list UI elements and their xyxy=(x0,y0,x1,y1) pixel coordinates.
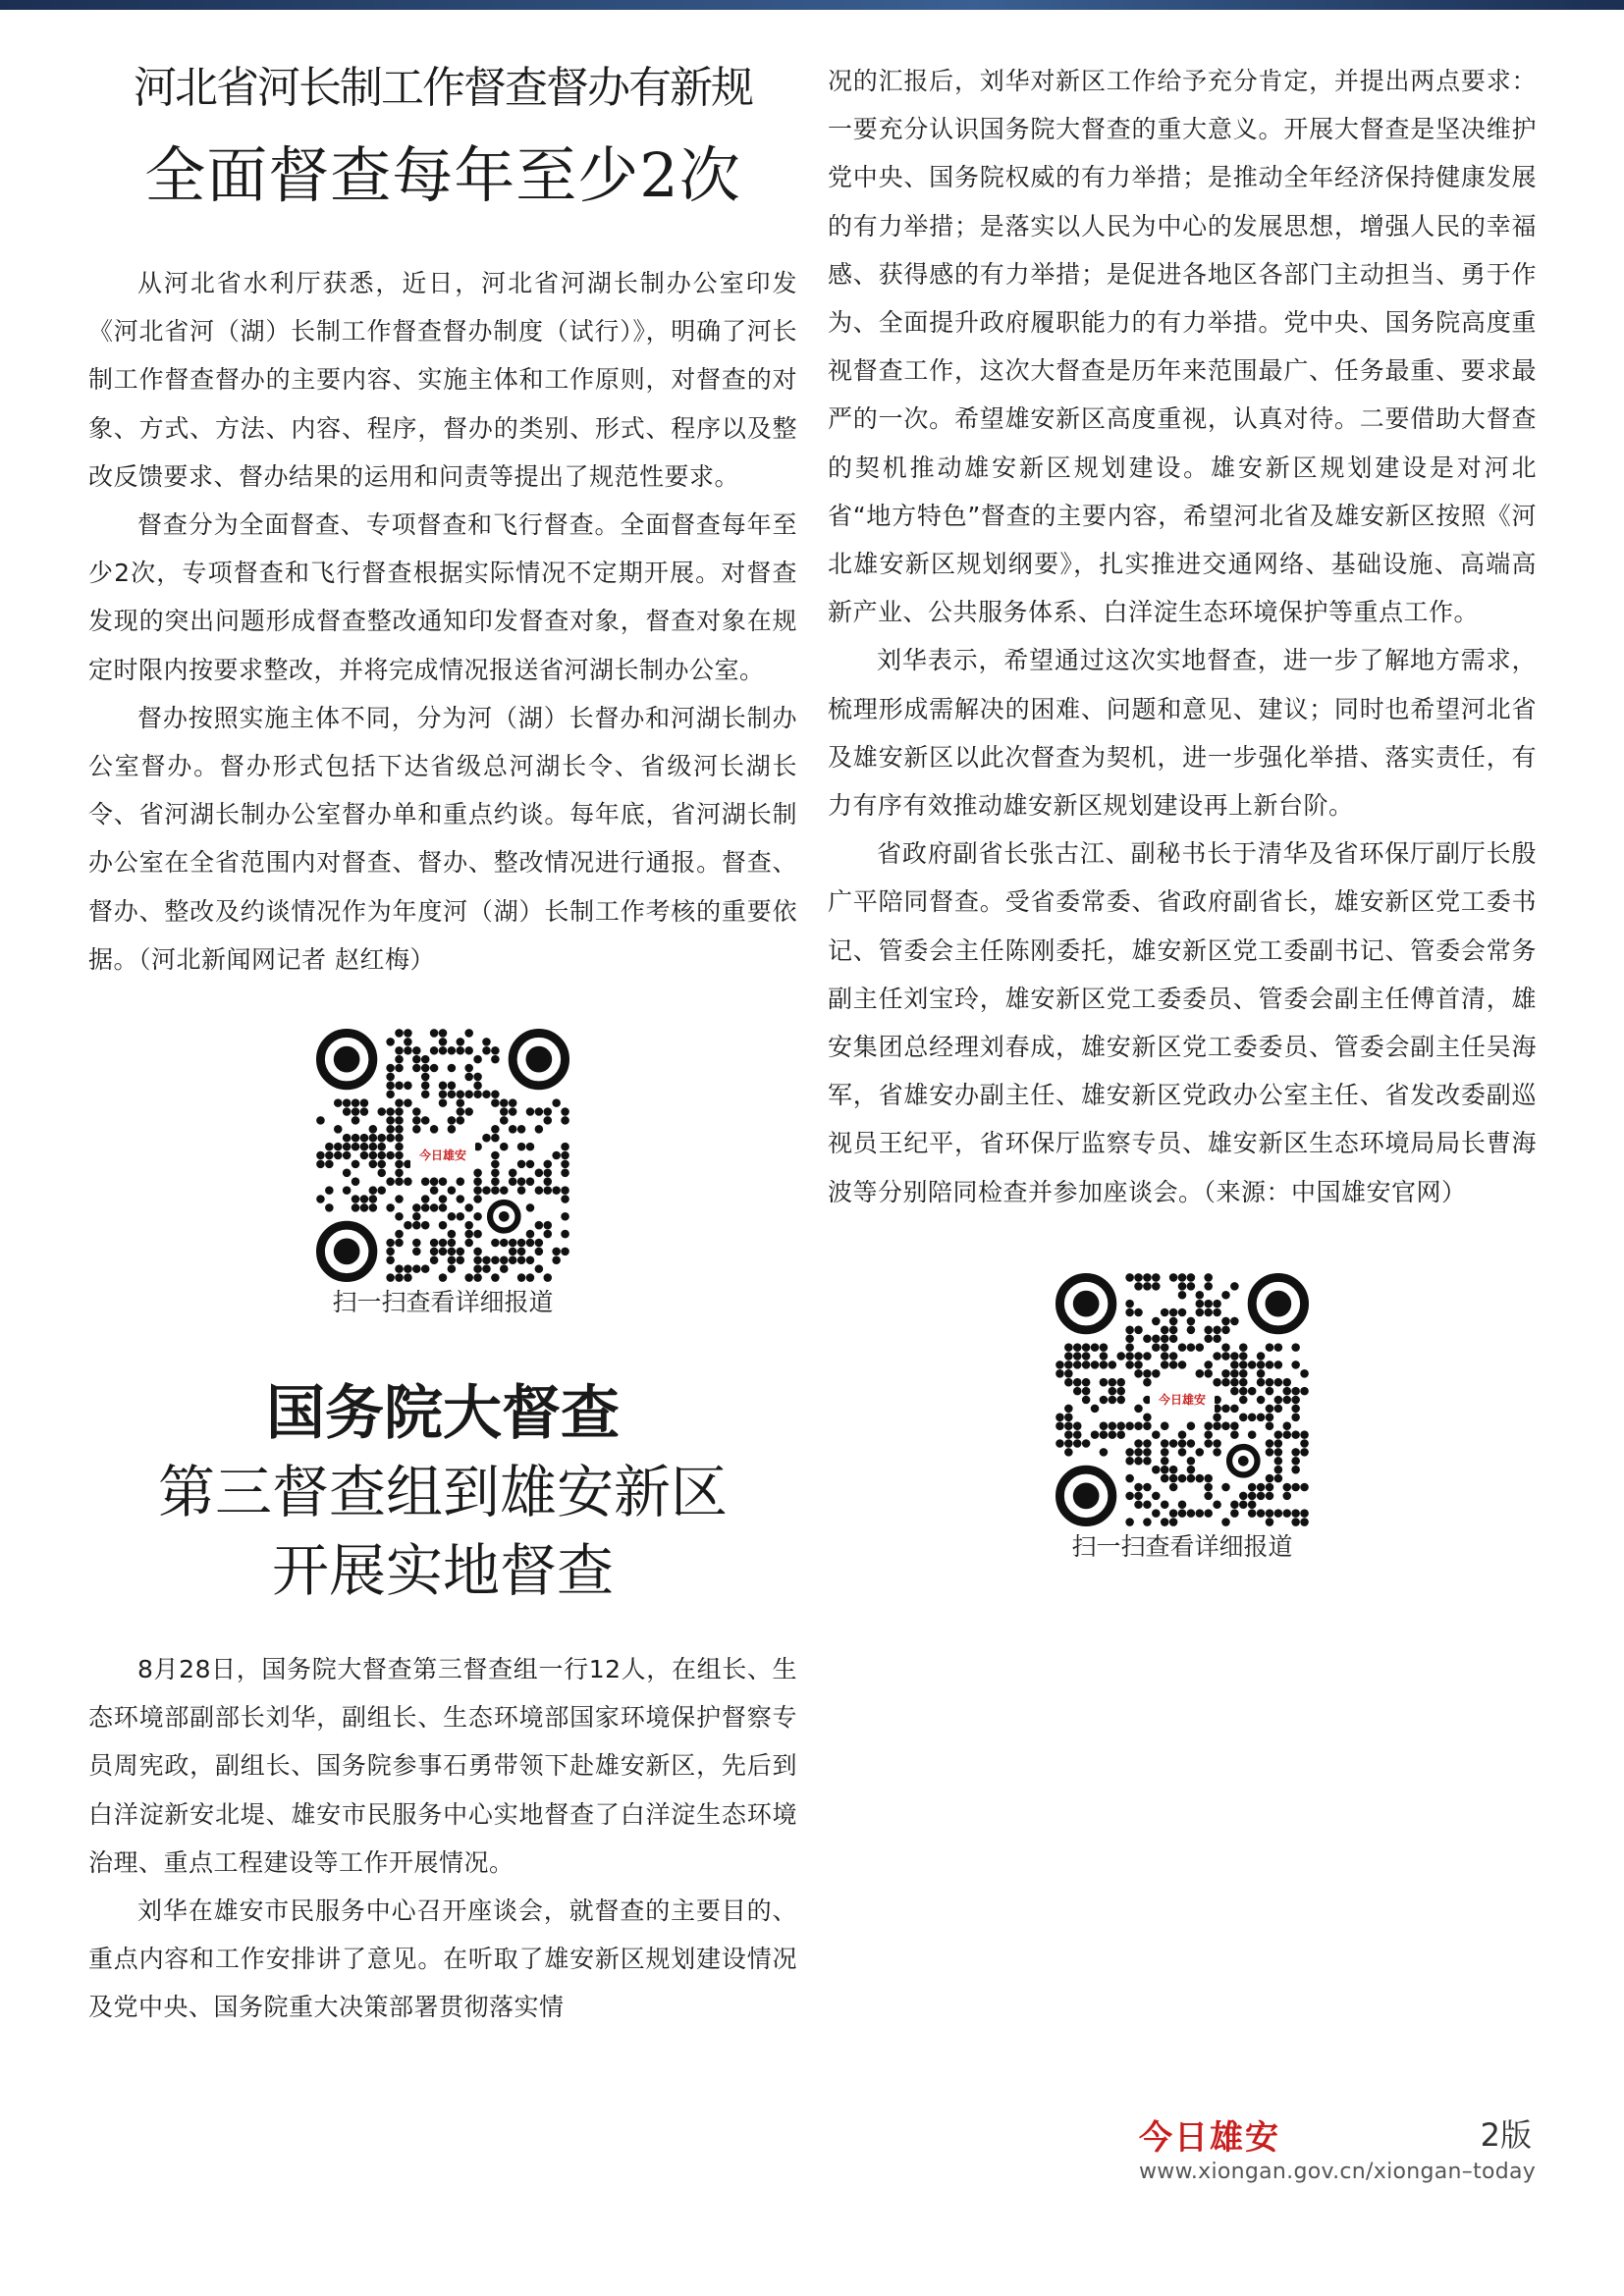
article1-paragraph: 督查分为全面督查、专项督查和飞行督查。全面督查每年至少2次，专项督查和飞行督查根据实际情况不定期开展。对督查发现的突出问题形成督查整改通知印发督查对象，督查对象在规定时限内按要求整改，并将完成情况报送省河湖长制办公室。 xyxy=(88,510,797,684)
article2-paragraph: 刘华表示，希望通过这次实地督查，进一步了解地方需求，梳理形成需解决的困难、问题和意见、建议；同时也希望河北省及雄安新区以此次督查为契机，进一步强化举措、落实责任，有力有序有效推动雄安新区规划建设再上新台阶。 xyxy=(828,646,1537,821)
qr-logo: 今日雄安 xyxy=(410,1143,475,1168)
article2-qr-block[interactable] xyxy=(1035,1273,1329,1566)
qr-code[interactable] xyxy=(316,1029,569,1282)
article2-paragraph: 刘华在雄安市民服务中心召开座谈会，就督查的主要目的、重点内容和工作安排讲了意见。在听取了雄安新区规划建设情况及党中央、国务院重大决策部署贯彻落实情 xyxy=(88,1896,797,2022)
page-footer xyxy=(1139,2101,1542,2199)
article2-paragraph: 8月28日，国务院大督查第三督查组一行12人，在组长、生态环境部副部长刘华，副组长、生态环境部国家环境保护督察专员周宪政，副组长、国务院参事石勇带领下赴雄安新区，先后到白洋淀新安北堤、雄安市民服务中心实地督查了白洋淀生态环境治理、重点工程建设等工作开展情况。 xyxy=(88,1655,797,1877)
left-column xyxy=(88,57,797,2032)
article2-body-right xyxy=(828,57,1537,1216)
qr-caption: 扫一扫查看详细报道 xyxy=(1071,1531,1293,1561)
article-state-council-inspection xyxy=(88,1374,797,2032)
qr-logo: 今日雄安 xyxy=(1150,1387,1215,1413)
article1-paragraph: 从河北省水利厅获悉，近日，河北省河湖长制办公室印发《河北省河（湖）长制工作督查督办制度（试行）》，明确了河长制工作督查督办的主要内容、实施主体和工作原则，对督查的对象、方式、方法、内容、程序，督办的类别、形式、程序以及整改反馈要求、督办结果的运用和问责等提出了规范性要求。 xyxy=(88,269,797,491)
article1-qr-block[interactable] xyxy=(296,1029,590,1321)
qr-caption: 扫一扫查看详细报道 xyxy=(332,1288,554,1317)
article1-body xyxy=(88,259,797,984)
article-river-chief xyxy=(88,57,797,1321)
article1-headline-line2: 全面督查每年至少2次 xyxy=(144,139,741,211)
article1-paragraph: 督办按照实施主体不同，分为河（湖）长督办和河湖长制办公室督办。督办形式包括下达省级总河湖长令、省级河长湖长令、省河湖长制办公室督办单和重点约谈。每年底，省河湖长制办公室在全省范围内对督查、督办、整改情况进行通报。督查、督办、整改及约谈情况作为年度河（湖）长制工作考核的重要依据。（河北新闻网记者 赵红梅） xyxy=(88,703,797,974)
article2-headline-line1: 国务院大督查 xyxy=(266,1379,620,1449)
article2-headline-line3: 开展实地督查 xyxy=(271,1537,614,1605)
article1-headline-line1: 河北省河长制工作督查督办有新规 xyxy=(134,63,752,113)
right-column xyxy=(828,57,1537,1566)
top-accent-bar xyxy=(0,0,1624,10)
footer-url[interactable]: www.xiongan.gov.cn/xiongan–today xyxy=(1139,2160,1537,2184)
footer-logo: 今日雄安 xyxy=(1139,2118,1280,2158)
article2-body-left xyxy=(88,1645,797,2032)
page-number: 2版 xyxy=(1480,2116,1532,2154)
article2-paragraph: 省政府副省长张古江、副秘书长于清华及省环保厅副厅长殷广平陪同督查。受省委常委、省政府副省长，雄安新区党工委书记、管委会主任陈刚委托，雄安新区党工委副书记、管委会常务副主任刘宝玲，雄安新区党工委委员、管委会副主任傅首清，雄安集团总经理刘春成，雄安新区党工委委员、管委会副主任吴海军，省雄安办副主任、雄安新区党政办公室主任、省发改委副巡视员王纪平，省环保厅监察专员、雄安新区生态环境局局长曹海波等分别陪同检查并参加座谈会。（来源：中国雄安官网） xyxy=(828,839,1537,1206)
article2-paragraph-continued: 况的汇报后，刘华对新区工作给予充分肯定，并提出两点要求：一要充分认识国务院大督查的重大意义。开展大督查是坚决维护党中央、国务院权威的有力举措；是推动全年经济保持健康发展的有力举措；是落实以人民为中心的发展思想，增强人民的幸福感、获得感的有力举措；是促进各地区各部门主动担当、勇于作为、全面提升政府履职能力的有力举措。党中央、国务院高度重视督查工作，这次大督查是历年来范围最广、任务最重、要求最严的一次。希望雄安新区高度重视，认真对待。二要借助大督查的契机推动雄安新区规划建设。雄安新区规划建设是对河北省“地方特色”督查的主要内容，希望河北省及雄安新区按照《河北雄安新区规划纲要》，扎实推进交通网络、基础设施、高端高新产业、公共服务体系、白洋淀生态环境保护等重点工作。 xyxy=(828,67,1537,627)
qr-code[interactable] xyxy=(1056,1273,1309,1526)
article2-headline-line2: 第三督查组到雄安新区 xyxy=(157,1459,728,1526)
